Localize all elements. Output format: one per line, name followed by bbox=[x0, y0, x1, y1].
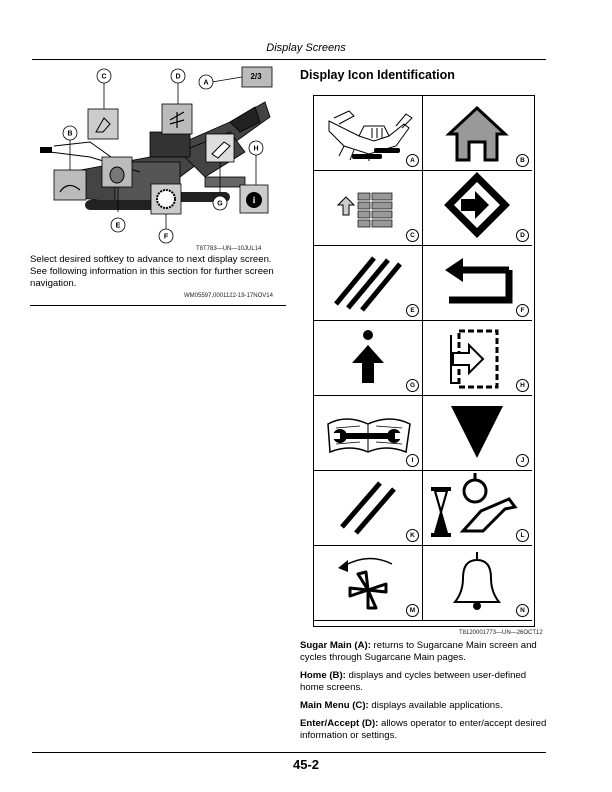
description-sugar-main bbox=[300, 640, 552, 664]
svg-text:i: i bbox=[252, 195, 256, 205]
header-divider bbox=[32, 59, 546, 60]
term-home: Home (B): bbox=[300, 670, 346, 681]
callout-e: E bbox=[115, 222, 121, 230]
left-section-divider bbox=[30, 305, 286, 306]
page-indicator-text: 2/3 bbox=[250, 72, 262, 81]
term-sugar-main: Sugar Main (A): bbox=[300, 640, 371, 651]
badge-i: I bbox=[406, 454, 419, 467]
icon-identification-grid bbox=[313, 95, 535, 627]
callout-h: H bbox=[253, 145, 259, 153]
callout-c: C bbox=[101, 73, 107, 81]
badge-g: G bbox=[406, 379, 419, 392]
term-enter-accept: Enter/Accept (D): bbox=[300, 718, 379, 729]
navigation-instruction: Select desired softkey to advance to next display screen. See following information in this section for further screen navigation. bbox=[30, 254, 274, 289]
text-home: displays and cycles between user-defined home screens. bbox=[300, 670, 527, 693]
icon-cell-a bbox=[314, 96, 423, 171]
callout-f: F bbox=[163, 233, 169, 241]
page-number: 45-2 bbox=[292, 757, 320, 772]
callout-d: D bbox=[175, 73, 181, 81]
icon-cell-i bbox=[314, 396, 423, 471]
callout-a: A bbox=[203, 79, 209, 87]
description-home bbox=[300, 670, 552, 694]
icon-cell-f bbox=[423, 246, 532, 321]
description-main-menu bbox=[300, 700, 552, 712]
page-header-title: Display Screens bbox=[266, 42, 346, 54]
icon-cell-m bbox=[314, 546, 423, 621]
icon-descriptions bbox=[300, 640, 552, 748]
harvester-display-illustration bbox=[30, 62, 286, 247]
footer-divider bbox=[32, 752, 546, 753]
icon-cell-g bbox=[314, 321, 423, 396]
description-enter-accept bbox=[300, 718, 552, 742]
text-main-menu: displays available applications. bbox=[368, 700, 503, 711]
document-ref-code: WM05597,0001122-19-17NOV14 bbox=[184, 293, 273, 299]
badge-f: F bbox=[516, 304, 529, 317]
badge-c: C bbox=[406, 229, 419, 242]
icon-cell-e bbox=[314, 246, 423, 321]
badge-l: L bbox=[516, 529, 529, 542]
badge-j: J bbox=[516, 454, 529, 467]
badge-m: M bbox=[406, 604, 419, 617]
callout-g: G bbox=[217, 200, 223, 208]
callout-b: B bbox=[67, 130, 73, 138]
icon-cell-n bbox=[423, 546, 532, 621]
icon-cell-h bbox=[423, 321, 532, 396]
icon-cell-b bbox=[423, 96, 532, 171]
badge-h: H bbox=[516, 379, 529, 392]
text-enter-accept: allows operator to enter/accept desired information or settings. bbox=[300, 718, 547, 741]
icon-cell-d bbox=[423, 171, 532, 246]
term-main-menu: Main Menu (C): bbox=[300, 700, 369, 711]
figure-ref-code: T8T783—UN—10JUL14 bbox=[196, 246, 262, 252]
icon-cell-k bbox=[314, 471, 423, 546]
icon-cell-c bbox=[314, 171, 423, 246]
grid-ref-code: T8120001773—UN—26OCT12 bbox=[459, 630, 543, 636]
text-sugar-main: returns to Sugarcane Main screen and cycles through Sugarcane Main pages. bbox=[300, 640, 537, 663]
badge-k: K bbox=[406, 529, 419, 542]
badge-b: B bbox=[516, 154, 529, 167]
badge-d: D bbox=[516, 229, 529, 242]
badge-n: N bbox=[516, 604, 529, 617]
badge-a: A bbox=[406, 154, 419, 167]
icon-cell-l bbox=[423, 471, 532, 546]
badge-e: E bbox=[406, 304, 419, 317]
section-title: Display Icon Identification bbox=[300, 68, 455, 82]
icon-cell-j bbox=[423, 396, 532, 471]
